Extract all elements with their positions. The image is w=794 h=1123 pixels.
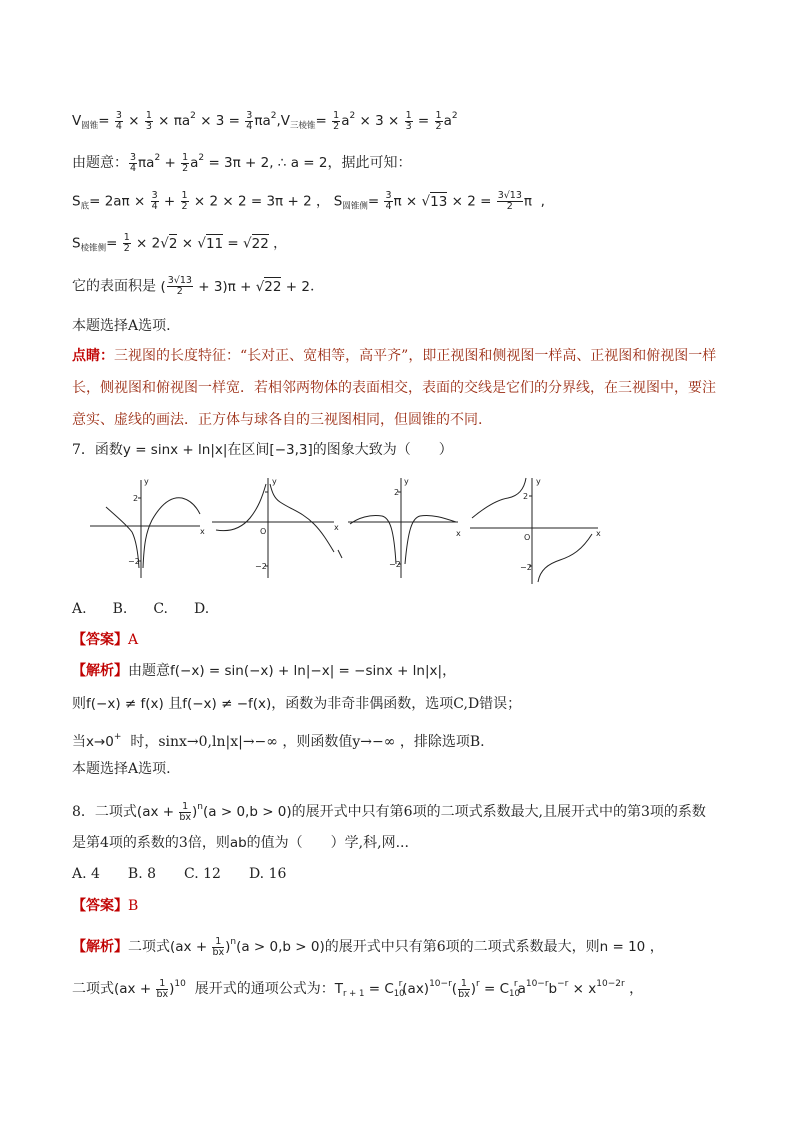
q8-text-2: 是第4项的系数的3倍，则 <box>72 835 230 851</box>
q7-analysis-2 <box>72 694 521 714</box>
area-separator: ， <box>315 193 330 210</box>
tip-line-2: 长，侧视图和俯视图一样宽．若相邻两物体的表面相交，表面的交线是它们的分界线，在三视图中，要注 <box>72 380 716 396</box>
conclusion-line: 本题选择A选项. <box>72 318 171 334</box>
graph-c-x-label: x <box>456 529 461 538</box>
graph-a-tick-2: 2 <box>133 494 139 503</box>
q7-a2-end: ，函数为非奇非偶函数，选项C,D错误； <box>271 696 522 712</box>
area-line-2-suffix: ， <box>273 235 287 252</box>
q7-a1-formula: f(−x) = sin(−x) + ln|−x| = −sinx + ln|x| <box>170 663 443 679</box>
q7-a2-f2: f(−x) ≠ −f(x) <box>182 696 272 712</box>
q7-analysis-1 <box>72 661 456 681</box>
q8-text-1: 的展开式中只有第6项的二项式系数最大,且展开式中的第3项的系数 <box>291 804 706 820</box>
graph-c-tick-neg2: −2 <box>389 560 401 569</box>
q8-prefix: 8．二项式 <box>72 804 137 820</box>
q8-a1-cond: (a > 0,b > 0) <box>236 939 325 955</box>
tip-line-3: 意实、虚线的画法．正方体与球各自的三视图相同，但圆锥的不同. <box>72 412 483 428</box>
condition-suffix: ，据此可知： <box>327 155 412 171</box>
q7-interval: [−3,3] <box>269 442 313 458</box>
q7-a1-text: 由题意 <box>128 663 170 679</box>
question-7 <box>72 440 453 460</box>
condition-line: 由题意： $\frac{3}{4}$ $\pi a^2$ + $\frac{1}{2}$ $a^2 = 3\pi + 2$, ∴ a = 2，据此可知： <box>72 151 412 174</box>
q7-formula: y = sinx + ln|x| <box>122 442 228 458</box>
tip-label: 点睛： <box>72 348 114 364</box>
question-8-line-2 <box>72 833 409 853</box>
condition-prefix: 由题意： <box>72 155 128 171</box>
q8-a1-n: n = 10 <box>599 939 646 955</box>
q7-a3-end: 时，sinx→0,ln|x|→−∞ ，则函数值y→−∞ ，排除选项B. <box>130 734 485 750</box>
graph-d-origin: O <box>524 533 531 542</box>
q8-answer-value: B <box>128 898 139 914</box>
q8-cond: (a > 0,b > 0) <box>203 804 292 820</box>
question-8-line-1: 8．二项式(ax + $\frac{1}{bx}$ )$^n$(a > 0,b > 0)的展开式中只有第6项的二项式系数最大,且展开式中的第3项的系数 <box>72 800 706 823</box>
graph-b-y-label: y <box>272 477 277 486</box>
graph-b <box>210 474 348 582</box>
q8-text-2-end: 的值为（ ）学,科,网... <box>246 835 409 851</box>
q8-analysis-2: 二项式(ax + $\frac{1}{bx}$ )$^{10}$ 展开式的通项公式为：$T_{r + 1} = C_{10}^r(ax)^{10-r}$( $\frac{1}{bx}$ )$^r = C_{10}^ra^{10-r}b^{-r} \times x^{10-2r}$ ， <box>72 977 644 1000</box>
graph-c <box>346 474 464 582</box>
q7-answer-value: A <box>128 632 139 648</box>
graph-d-tick-neg2: −2 <box>520 563 532 572</box>
q7-a2-mid: 且 <box>168 696 183 712</box>
q8-answer-label: 【答案】 <box>72 898 128 914</box>
q7-a2-pre: 则 <box>72 696 86 712</box>
option-b: B. <box>112 601 128 617</box>
graph-d-tick-2: 2 <box>523 492 529 501</box>
graph-a-x-label: x <box>200 527 205 536</box>
q7-prefix: 7．函数 <box>72 442 123 458</box>
surface-area-prefix: 它的表面积是 <box>72 278 156 295</box>
q7-answer <box>72 630 138 650</box>
graph-d-y-label: y <box>536 477 541 486</box>
graph-d-x-label: x <box>596 529 601 538</box>
surface-area-line: 它的表面积是 ( $\frac{3√13}{2}$ + 3)π + √22 + 2. <box>72 275 315 297</box>
graph-c-tick-2: 2 <box>394 488 400 497</box>
option-d: D. <box>193 601 210 617</box>
q8-analysis-label: 【解析】 <box>72 939 128 955</box>
graph-b-tick-neg2: −2 <box>255 562 267 571</box>
q8-a2-end: ， <box>629 981 644 997</box>
q8-a1-end: ， <box>649 939 664 955</box>
q8-ab: ab <box>229 835 247 851</box>
q8-a2-mid: 展开式的通项公式为： <box>194 981 335 997</box>
q8-analysis-1: 【解析】二项式(ax + $\frac{1}{bx}$ )$^n$(a > 0,b > 0)的展开式中只有第6项的二项式系数最大，则n = 10 ， <box>72 935 664 958</box>
q8-a1-pre: 二项式 <box>128 939 170 955</box>
option-c: C. <box>153 601 168 617</box>
tip-text-1: 三视图的长度特征：“长对正、宽相等，高平齐”，即正视图和侧视图一样高、正视图和俯视图一样 <box>114 348 717 364</box>
graph-b-origin: O <box>260 527 267 536</box>
graph-a-y-label: y <box>144 477 149 486</box>
area-line-2: $S_{棱锥侧}=$ $\frac{1}{2}$ × 2√2 × √11 = √22 ， <box>72 232 287 254</box>
tip-line-1 <box>72 346 716 366</box>
q7-mid: 在区间 <box>227 442 270 458</box>
q7-analysis-label: 【解析】 <box>72 663 128 679</box>
graph-a <box>88 474 206 582</box>
graph-b-x-label: x <box>334 523 339 532</box>
graph-a-tick-neg2: −2 <box>128 557 140 566</box>
q7-answer-label: 【答案】 <box>72 632 128 648</box>
q7-suffix: 的图象大致为（ ） <box>312 442 453 458</box>
area-line-1: $S_底= 2a\pi$ × $\frac{3}{4}$ + $\frac{1}{2}$ × 2 × 2 = 3π + 2 ， $S_{圆锥侧}=$ $\frac{3}{4}$ π × √13 × 2 = $\frac{3√13}{2}$ π , <box>72 190 545 212</box>
q8-a1-mid: 的展开式中只有第6项的二项式系数最大，则 <box>324 939 600 955</box>
graph-d <box>468 474 602 586</box>
q7-analysis-4: 本题选择A选项. <box>72 761 171 777</box>
q8-a2-pre: 二项式 <box>72 981 114 997</box>
q8-options: A. 4 B. 8 C. 12 D. 16 <box>72 866 287 882</box>
q7-a3-pre: 当 <box>72 734 86 750</box>
q7-a2-f1: f(−x) ≠ f(x) <box>86 696 164 712</box>
option-a: A. <box>72 601 87 617</box>
q7-analysis-3: 当x→0+ 时，sinx→0,ln|x|→−∞ ，则函数值y→−∞ ，排除选项B. <box>72 732 485 750</box>
q7-a1-end: ， <box>442 663 457 679</box>
graph-c-y-label: y <box>404 477 409 486</box>
q7-options <box>72 599 209 619</box>
volume-formula-line: $V_{圆锥}=$ $\frac{3}{4}$ × $\frac{1}{3}$ × $\pi a^2 \times 3$ = $\frac{3}{4}$ $\pi a^2,V_{三棱锥}=$ $\frac{1}{2}$ $a^2 \times 3$ × $\frac{1}{3}$ = $\frac{1}{2}$ $a^2$ <box>72 109 458 132</box>
q8-answer <box>72 896 138 916</box>
